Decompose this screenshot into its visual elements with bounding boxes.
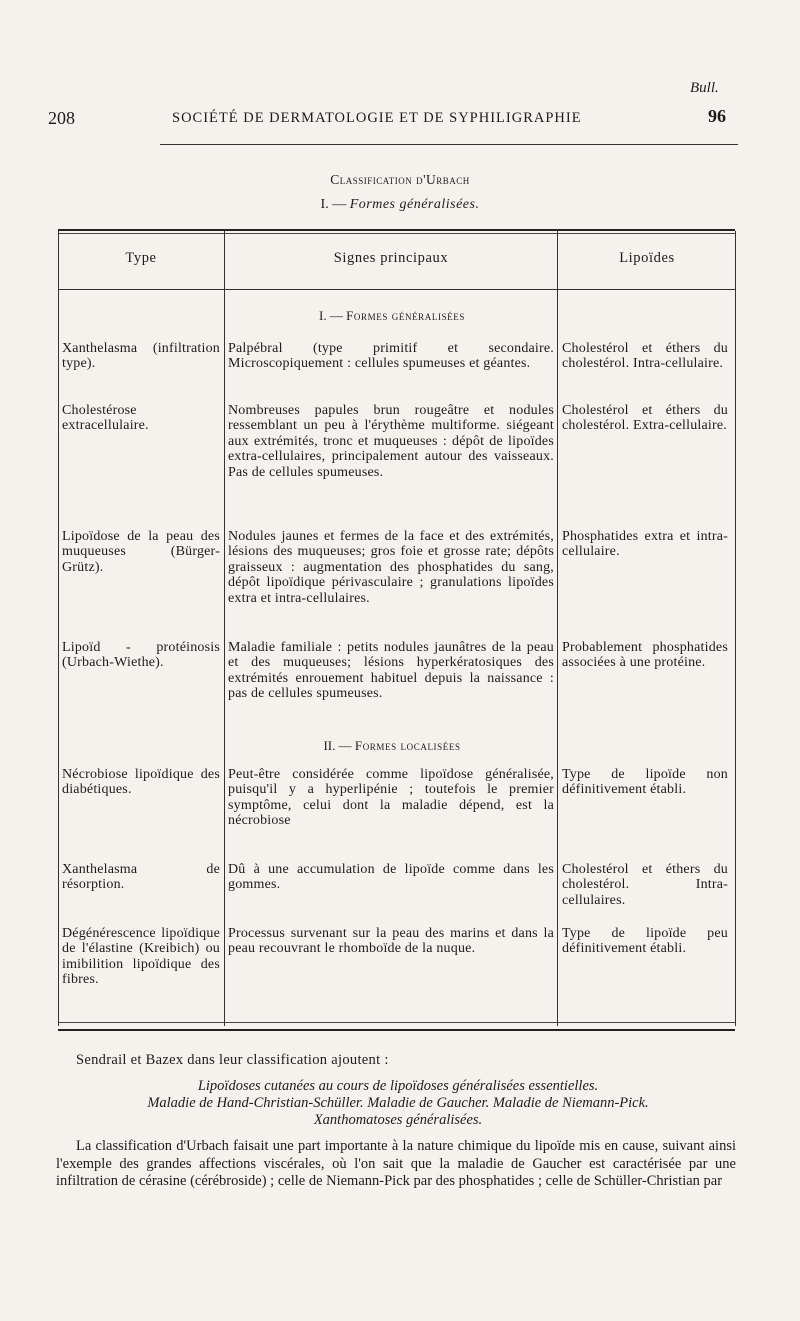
- table-row-1-signs: Palpébral (type primitif et secondaire. Microscopiquement : cellules spumeuses et géantes.: [228, 341, 554, 372]
- page-number: 208: [48, 108, 75, 128]
- table-row-3-lipids: Phosphatides extra et intra-cellulaire.: [562, 529, 728, 560]
- section-heading-generalized: [228, 308, 556, 324]
- table-row-2-signs: Nombreuses papules brun rougeâtre et nodules ressemblant un peu à l'érythème multiforme. siégeant aux extrémités, tronc et muqueuses : dépôt de lipoïdes extra-cellulaires, principalement autour des vaisseaux. Pas de cellules spumeuses.: [228, 403, 554, 480]
- column-divider-1: [224, 231, 225, 1026]
- volume-number: 96: [708, 106, 726, 126]
- additions-list-item-1: Lipoïdoses cutanées au cours de lipoïdoses généralisées essentielles.: [197, 1078, 599, 1094]
- section-label: Formes généralisées: [346, 308, 465, 323]
- table-row-7-lipids: Type de lipoïde peu définitivement établi.: [562, 926, 728, 957]
- body-paragraph: La classification d'Urbach faisait une part importante à la nature chimique du lipoïde mis en cause, suivant ainsi l'exemple des grandes affections viscérales, où l'on sait que la maladie de Gaucher est caractérisée par une infiltration de cérasine (cérébroside) ; celle de Niemann-Pick par des phosphatides ; celle de Schüller-Christian par: [56, 1138, 736, 1189]
- additions-list-item-3: Xanthomatoses généralisées.: [313, 1112, 483, 1128]
- section-number: II. —: [323, 738, 355, 753]
- column-header-signs: Signes principaux: [333, 250, 449, 266]
- table-row-2-lipids: Cholestérol et éthers du cholestérol. Extra-cellulaire.: [562, 403, 728, 434]
- column-header-type: Type: [125, 250, 157, 266]
- table-row-7-signs: Processus survenant sur la peau des marins et dans la peau recouvrant le rhomboïde de la nuque.: [228, 926, 554, 957]
- classification-subtitle: [0, 197, 800, 213]
- table-row-1-type: Xanthelasma (infiltration type).: [62, 341, 220, 372]
- table-row-3-signs: Nodules jaunes et fermes de la face et des extrémités, lésions des muqueuses; gros foie et grosse rate; dépôts graisseux : augmentation des phosphatides du sang, dépôt lipoïdique périvasculaire ; granulations lipoïdes extra et intra-cellulaires.: [228, 529, 554, 606]
- classification-title: Classification d'Urbach: [330, 172, 470, 187]
- table-row-3-type: Lipoïdose de la peau des muqueuses (Bürger-Grütz).: [62, 529, 220, 575]
- table-row-4-type: Lipoïd - protéinosis (Urbach-Wiethe).: [62, 640, 220, 671]
- subtitle-number: I. —: [320, 197, 347, 212]
- section-number: I. —: [319, 308, 347, 323]
- table-border-right: [735, 231, 736, 1026]
- handwritten-annotation: Bull.: [690, 80, 719, 96]
- table-row-5-lipids: Type de lipoïde non définitivement établi.: [562, 767, 728, 798]
- table-row-5-signs: Peut-être considérée comme lipoïdose généralisée, puisqu'il y a hyperlipénie ; toutefois le premier symptôme, celui dont la maladie dépend, est la nécrobiose: [228, 767, 554, 829]
- subtitle-text: Formes généralisées.: [349, 197, 480, 212]
- section-heading-localized: [228, 738, 556, 754]
- table-frame-inner-top: [58, 233, 735, 234]
- footer-intro: Sendrail et Bazex dans leur classification ajoutent :: [76, 1052, 389, 1068]
- additions-list-item-2: Maladie de Hand-Christian-Schüller. Maladie de Gaucher. Maladie de Niemann-Pick.: [147, 1095, 649, 1111]
- header-row-rule: [58, 289, 735, 290]
- table-border-left: [58, 231, 59, 1026]
- table-row-2-type: Cholestérose extracellulaire.: [62, 403, 149, 434]
- running-title: SOCIÉTÉ DE DERMATOLOGIE ET DE SYPHILIGRAPHIE: [172, 110, 582, 126]
- column-divider-2: [557, 231, 558, 1026]
- table-row-6-lipids: Cholestérol et éthers du cholestérol. Intra-cellulaires.: [562, 862, 728, 908]
- table-row-4-lipids: Probablement phosphatides associées à une protéine.: [562, 640, 728, 671]
- table-row-5-type: Nécrobiose lipoïdique des diabétiques.: [62, 767, 220, 798]
- table-row-6-signs: Dû à une accumulation de lipoïde comme dans les gommes.: [228, 862, 554, 893]
- table-row-7-type: Dégénérescence lipoïdique de l'élastine (Kreibich) ou imibilition lipoïdique des fibres.: [62, 926, 220, 988]
- table-row-6-type: Xanthelasma de résorption.: [62, 862, 220, 893]
- table-row-1-lipids: Cholestérol et éthers du cholestérol. Intra-cellulaire.: [562, 341, 728, 372]
- table-row-4-signs: Maladie familiale : petits nodules jaunâtres de la peau et des muqueuses; lésions hyperkératosiques des extrémités enrouement habituel depuis la naissance : pas de cellules spumeuses.: [228, 640, 554, 702]
- header-rule: [160, 144, 738, 145]
- table-frame-inner-bottom: [58, 1022, 735, 1023]
- section-label: Formes localisées: [354, 738, 461, 753]
- column-header-lipids: Lipoïdes: [619, 250, 675, 266]
